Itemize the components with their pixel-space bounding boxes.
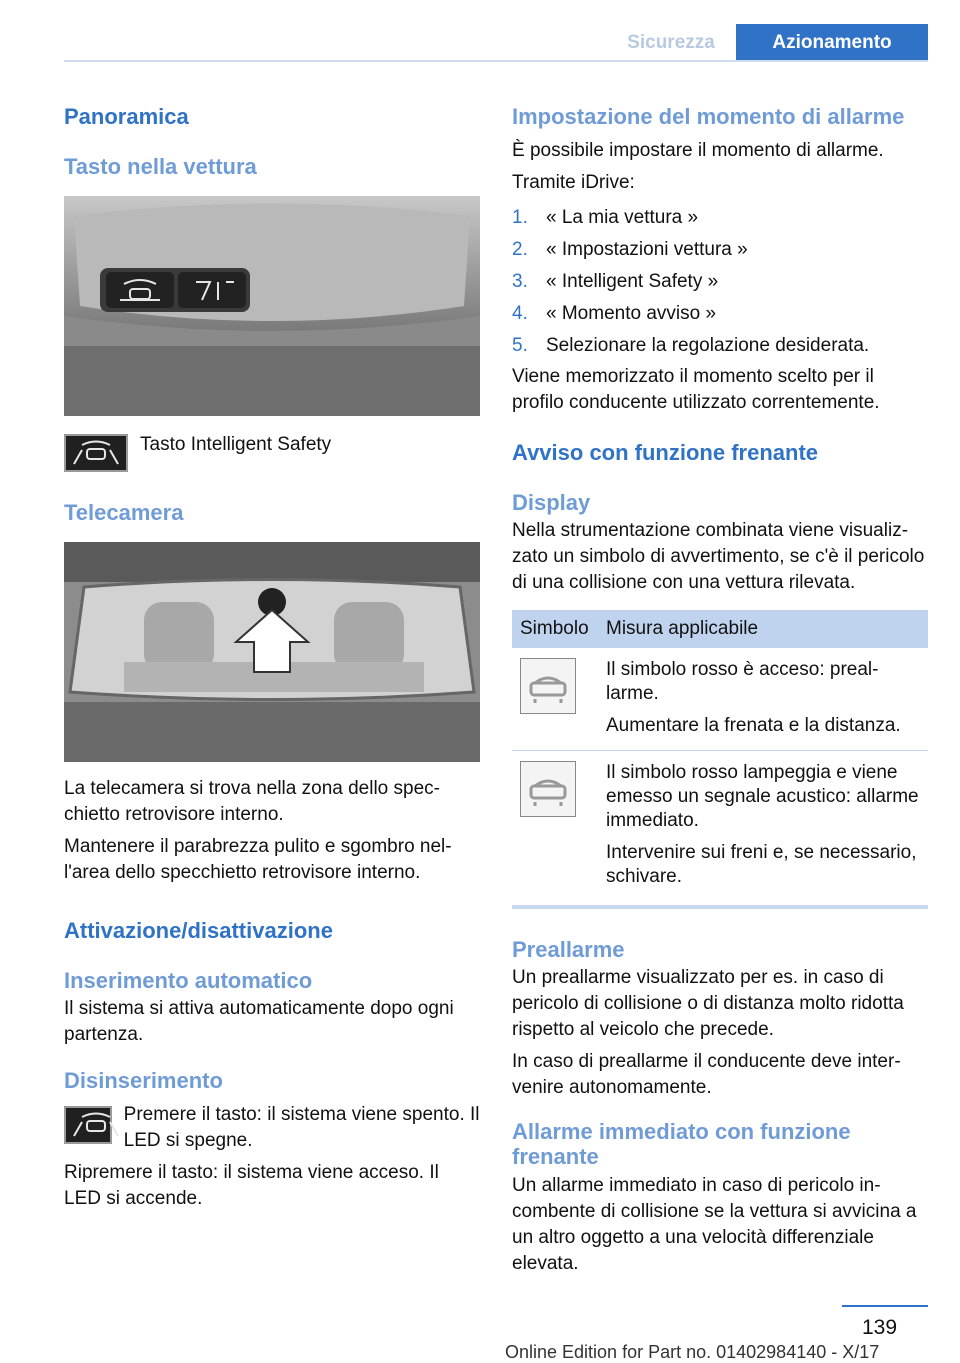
table-row [512, 648, 928, 751]
idrive-intro: Tramite iDrive: [512, 172, 635, 193]
camera-paragraph-1: La telecamera si trova nella zona dello specchietto retrovisore interno. [64, 778, 440, 825]
immediate-alarm-title: Allarme immediato con funzione frenante [512, 1119, 851, 1169]
header-active-tab[interactable]: Azionamento [736, 24, 928, 62]
row2-text-a: Il simbolo rosso lampeggia e viene emesso un segnale acustico: allarme immediato. [606, 762, 919, 831]
step-item: 1. « La mia vettura » [512, 207, 699, 228]
prealarm-text-1: Un preallarme visualizzato per es. in caso di pericolo di collisione o di distanza molto ridotta rispetto al veicolo che precede. [512, 967, 904, 1040]
memo-text: Viene memorizzato il momento scelto per il profilo conducente utilizzato correntemente. [512, 366, 880, 413]
alarm-timing-title: Impostazione del momento di allarme [512, 104, 905, 129]
table-header-action: Misura applicabile [598, 610, 928, 648]
switch-off-legend [64, 1106, 480, 1154]
switch-off-text: Premere il tasto: il sistema viene spento. Il LED si spegne. [123, 1104, 480, 1151]
prealarm-title: Preallarme [512, 937, 625, 962]
switch-on-text: Ripremere il tasto: il sistema viene acceso. Il LED si accende. [64, 1162, 439, 1209]
camera-photo [64, 542, 480, 762]
auto-on-text: Il sistema si attiva automaticamente dopo ogni partenza. [64, 998, 454, 1045]
left-column [64, 100, 480, 1212]
display-text: Nella strumentazione combinata viene visualizzato un simbolo di avvertimento, se c'è il pericolo di una collisione con una vettura rilevata. [512, 520, 925, 593]
symbol-table [512, 610, 928, 901]
camera-paragraph-2: Mantenere il parabrezza pulito e sgombro nell'area dello specchietto retrovisore interno. [64, 836, 452, 883]
brake-warning-title: Avviso con funzione frenante [512, 440, 819, 465]
step-item: 4. « Momento avviso » [512, 303, 717, 324]
row1-text-a: Il simbolo rosso è acceso: preallarme. [606, 659, 879, 704]
right-column [512, 100, 928, 1277]
table-header-symbol: Simbolo [512, 610, 598, 648]
step-item: 3. « Intelligent Safety » [512, 271, 719, 292]
table-bottom-rule [512, 905, 928, 909]
subtitle-camera: Telecamera [64, 500, 184, 525]
section-title-overview: Panoramica [64, 104, 189, 129]
intelligent-safety-button-icon [64, 434, 128, 472]
display-title: Display [512, 490, 591, 515]
prealarm-text-2: In caso di preallarme il conducente deve intervenire autonomamente. [512, 1051, 901, 1098]
button-caption: Tasto Intelligent Safety [140, 434, 332, 455]
switch-off-title: Disinserimento [64, 1068, 223, 1093]
footer-rule [842, 1305, 928, 1307]
button-panel-photo [64, 196, 480, 416]
car-warning-flashing-icon [520, 761, 576, 817]
step-item: 2. « Impostazioni vettura » [512, 239, 748, 260]
subtitle-button: Tasto nella vettura [64, 154, 257, 179]
row1-text-b: Aumentare la frenata e la distanza. [606, 715, 901, 736]
edition-note: Online Edition for Part no. 01402984140 - X/17 [505, 1342, 880, 1362]
row2-text-b: Intervenire sui freni e, se necessario, schivare. [606, 842, 917, 887]
car-warning-icon [520, 658, 576, 714]
page-number: 139 [862, 1316, 898, 1339]
auto-on-title: Inserimento automatico [64, 968, 313, 993]
header-divider [64, 60, 928, 62]
step-item: 5. Selezionare la regolazione desiderata. [512, 335, 870, 356]
header-section-tab[interactable]: Sicurezza [627, 32, 715, 53]
immediate-alarm-text: Un allarme immediato in caso di pericolo incombente di collisione se la vettura si avvicina a un altro oggetto a una velocità differenziale elevata. [512, 1175, 917, 1274]
alarm-timing-intro: È possibile impostare il momento di allarme. [512, 140, 884, 161]
idrive-steps [512, 202, 928, 362]
activation-title: Attivazione/disattivazione [64, 918, 333, 943]
button-legend [64, 434, 480, 472]
intelligent-safety-button-icon-2 [64, 1106, 112, 1144]
table-row [512, 751, 928, 902]
